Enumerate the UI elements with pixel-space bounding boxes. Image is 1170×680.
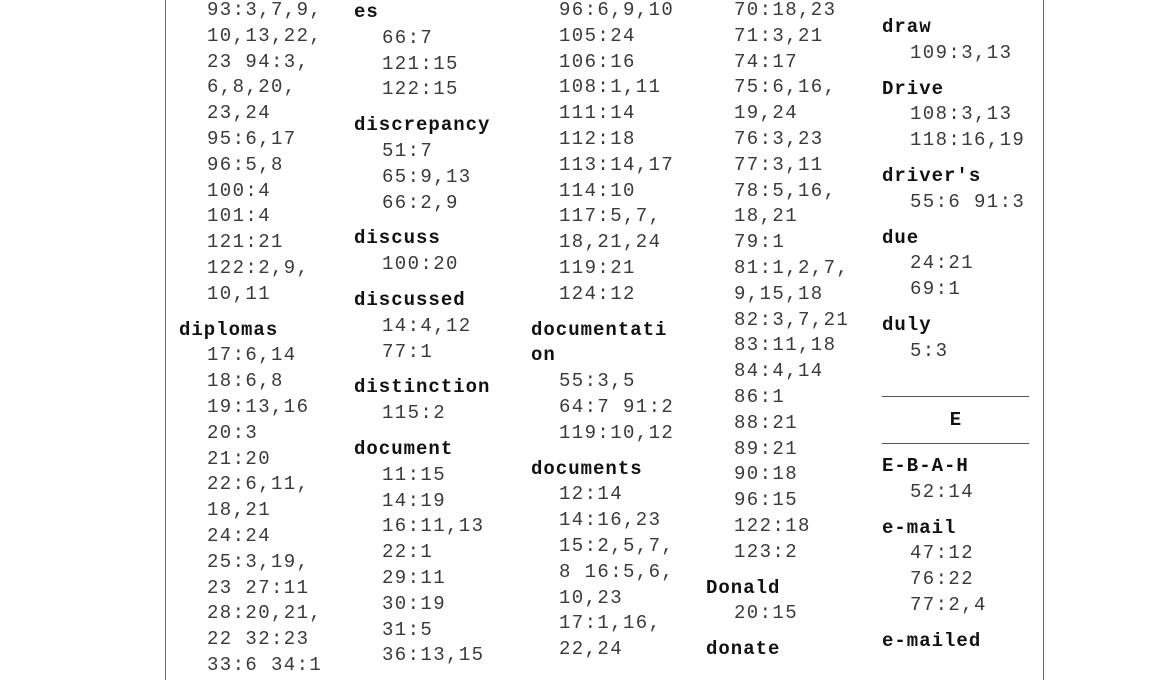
index-page-reference: 124:12 [559, 282, 636, 305]
index-page-reference: 23 27:11 [207, 576, 310, 599]
index-page-reference: 113:14,17 [559, 153, 675, 176]
index-term: discussed [354, 288, 466, 311]
index-term: es [354, 1, 379, 23]
index-page-reference: 24:24 [207, 524, 272, 547]
index-page-reference: 100:20 [382, 253, 459, 276]
index-page-reference: 108:3,13 [910, 103, 1013, 126]
index-page-reference: 19,24 [734, 102, 799, 125]
index-page-reference: 81:1,2,7, [734, 256, 850, 279]
section-letter-header: E [882, 396, 1029, 444]
index-page-reference: 22:1 [382, 541, 434, 564]
index-page-reference: 70:18,23 [734, 0, 837, 21]
index-page-reference: 22:6,11, [207, 473, 310, 496]
index-column-1 [179, 0, 322, 679]
index-page-reference: 52:14 [910, 480, 975, 503]
index-term: driver's [882, 164, 982, 187]
index-term: documentati on [531, 318, 668, 367]
index-term: document [354, 437, 454, 460]
index-page-reference: 30:19 [382, 592, 447, 615]
index-page-reference: 77:3,11 [734, 153, 824, 176]
index-page-reference: 18:6,8 [207, 370, 284, 393]
index-page-reference: 33:6 34:1 [207, 653, 323, 676]
index-page-reference: 105:24 [559, 24, 636, 47]
index-page-reference: 123:2 [734, 540, 799, 563]
index-page-reference: 10,13,22, [207, 24, 323, 47]
index-page-reference: 76:3,23 [734, 127, 824, 150]
index-page [165, 0, 1044, 680]
index-page-reference: 96:6,9,10 [559, 0, 675, 21]
index-term: duly [882, 313, 932, 336]
index-term: draw [882, 16, 932, 38]
index-term: due [882, 226, 920, 249]
index-term: distinction [354, 376, 491, 399]
index-page-reference: 122:2,9, [207, 256, 310, 279]
index-page-reference: 18,21 [734, 205, 799, 228]
index-page-reference: 77:2,4 [910, 593, 987, 616]
index-page-reference: 78:5,16, [734, 179, 837, 202]
index-page-reference: 10,23 [559, 586, 624, 609]
index-page-reference: 14:16,23 [559, 509, 662, 532]
index-page-reference: 79:1 [734, 231, 786, 254]
index-page-reference: 122:15 [382, 78, 459, 101]
index-page-reference: 20:15 [734, 602, 799, 625]
index-column-4 [706, 0, 849, 663]
index-page-reference: 64:7 91:2 [559, 395, 675, 418]
index-page-reference: 96:5,8 [207, 153, 284, 176]
index-page-reference: 17:6,14 [207, 344, 297, 367]
index-page-reference: 111:14 [559, 102, 636, 125]
index-page-reference: 6,8,20, [207, 76, 297, 99]
index-page-reference: 101:4 [207, 205, 272, 228]
index-term: discrepancy [354, 114, 491, 137]
index-column-3 [531, 0, 674, 663]
index-page-reference: 108:1,11 [559, 76, 662, 99]
index-page-reference: 21:20 [207, 447, 272, 470]
index-page-reference: 106:16 [559, 50, 636, 73]
index-page-reference: 86:1 [734, 385, 786, 408]
index-page-reference: 93:3,7,9, [207, 0, 323, 21]
index-page-reference: 9,15,18 [734, 282, 824, 305]
index-page-reference: 10,11 [207, 282, 272, 305]
index-column-2 [354, 0, 490, 669]
index-page-reference: 119:10,12 [559, 421, 675, 444]
index-page-reference: 31:5 [382, 618, 434, 641]
index-page-reference: 84:4,14 [734, 360, 824, 383]
index-page-reference: 23 94:3, [207, 50, 310, 73]
index-page-reference: 100:4 [207, 179, 272, 202]
index-page-reference: 77:1 [382, 340, 434, 363]
index-page-reference: 16:11,13 [382, 515, 485, 538]
index-page-reference: 55:6 91:3 [910, 190, 1026, 213]
index-term: donate [706, 638, 781, 661]
index-page-reference: 76:22 [910, 568, 975, 591]
index-page-reference: 74:17 [734, 50, 799, 73]
index-page-reference: 14:19 [382, 489, 447, 512]
index-page-reference: 115:2 [382, 402, 447, 425]
index-page-reference: 69:1 [910, 278, 962, 301]
index-term: E-B-A-H [882, 455, 969, 477]
index-term: e-mail [882, 516, 957, 539]
index-page-reference: 18,21 [207, 499, 272, 522]
index-page-reference: 18,21,24 [559, 231, 662, 254]
index-page-reference: 109:3,13 [910, 41, 1013, 64]
index-page-reference: 19:13,16 [207, 395, 310, 418]
index-term: documents [531, 457, 643, 480]
index-page-reference: 22,24 [559, 638, 624, 661]
index-page-reference: 51:7 [382, 139, 434, 162]
index-page-reference: 66:2,9 [382, 191, 459, 214]
index-term: e-mailed [882, 629, 982, 652]
index-page-reference: 112:18 [559, 127, 636, 150]
index-page-reference: 75:6,16, [734, 76, 837, 99]
index-page-reference: 8 16:5,6, [559, 560, 675, 583]
index-page-reference: 118:16,19 [910, 129, 1026, 152]
index-page-reference: 89:21 [734, 437, 799, 460]
index-term: discuss [354, 227, 441, 250]
index-page-reference: 28:20,21, [207, 602, 323, 625]
index-term: diplomas [179, 318, 279, 341]
index-page-reference: 122:18 [734, 514, 811, 537]
index-page-reference: 65:9,13 [382, 165, 472, 188]
index-page-reference: 23,24 [207, 102, 272, 125]
index-page-reference: 11:15 [382, 463, 447, 486]
index-page-reference: 71:3,21 [734, 24, 824, 47]
index-page-reference: 55:3,5 [559, 370, 636, 393]
index-page-reference: 96:15 [734, 489, 799, 512]
index-page-reference: 36:13,15 [382, 644, 485, 667]
index-column-5 [882, 15, 1025, 365]
index-page-reference: 114:10 [559, 179, 636, 202]
index-page-reference: 12:14 [559, 483, 624, 506]
index-term: Donald [706, 576, 781, 599]
index-page-reference: 121:15 [382, 52, 459, 75]
index-page-reference: 95:6,17 [207, 127, 297, 150]
index-page-reference: 82:3,7,21 [734, 308, 850, 331]
index-page-reference: 22 32:23 [207, 628, 310, 651]
index-page-reference: 25:3,19, [207, 550, 310, 573]
index-page-reference: 24:21 [910, 252, 975, 275]
index-page-reference: 119:21 [559, 256, 636, 279]
index-column-5-e-section [882, 454, 987, 655]
index-page-reference: 29:11 [382, 566, 447, 589]
index-term: Drive [882, 77, 945, 100]
index-page-reference: 66:7 [382, 26, 434, 49]
index-page-reference: 121:21 [207, 231, 284, 254]
index-page-reference: 17:1,16, [559, 612, 662, 635]
index-page-reference: 90:18 [734, 463, 799, 486]
index-page-reference: 14:4,12 [382, 314, 472, 337]
index-page-reference: 47:12 [910, 542, 975, 565]
index-page-reference: 5:3 [910, 339, 949, 362]
index-page-reference: 88:21 [734, 411, 799, 434]
index-page-reference: 83:11,18 [734, 334, 837, 357]
index-page-reference: 15:2,5,7, [559, 534, 675, 557]
index-page-reference: 117:5,7, [559, 205, 662, 228]
index-page-reference: 20:3 [207, 421, 259, 444]
